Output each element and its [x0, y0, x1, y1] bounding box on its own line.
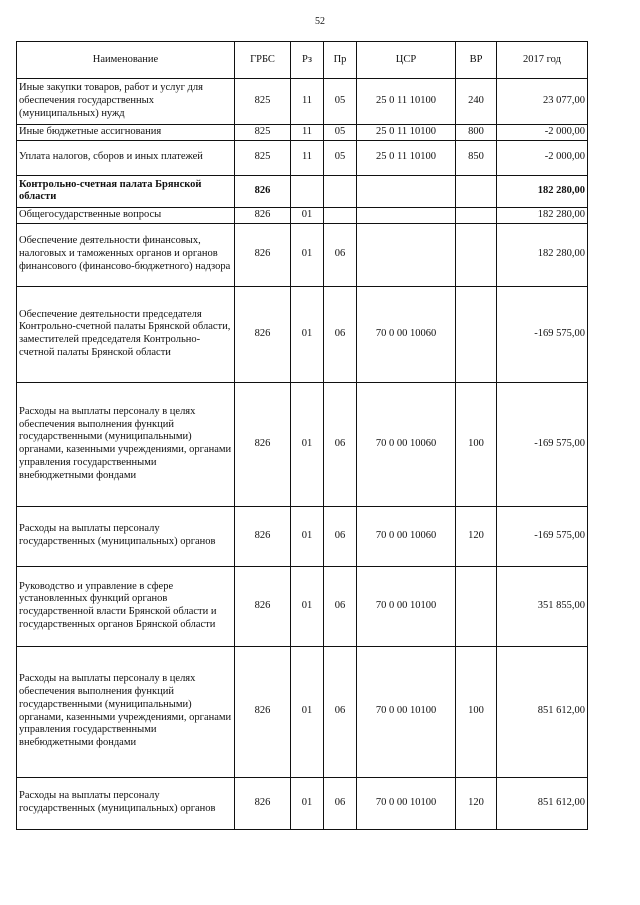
cell-grbs: 826	[235, 223, 291, 286]
cell-vr: 120	[456, 506, 497, 566]
table-body	[17, 79, 588, 830]
cell-grbs: 826	[235, 646, 291, 777]
cell-csr: 25 0 11 10100	[357, 140, 456, 175]
cell-rz: 01	[291, 223, 324, 286]
cell-pr: 06	[324, 506, 357, 566]
column-header-rz: Рз	[291, 42, 324, 79]
table-row	[17, 175, 588, 207]
cell-vr	[456, 286, 497, 382]
column-header-name: Наименование	[17, 42, 235, 79]
cell-rz	[291, 175, 324, 207]
cell-pr: 06	[324, 382, 357, 506]
cell-amount: -169 575,00	[497, 382, 588, 506]
table-row	[17, 223, 588, 286]
cell-name: Расходы на выплаты персоналу государственных (муниципальных) органов	[17, 506, 235, 566]
cell-rz: 11	[291, 140, 324, 175]
page-number: 52	[315, 16, 325, 27]
cell-amount: -2 000,00	[497, 140, 588, 175]
cell-grbs: 826	[235, 777, 291, 829]
budget-table	[16, 41, 588, 830]
table-row	[17, 79, 588, 125]
table-row	[17, 566, 588, 646]
cell-grbs: 825	[235, 125, 291, 141]
cell-pr: 05	[324, 140, 357, 175]
table-row	[17, 140, 588, 175]
cell-vr: 800	[456, 125, 497, 141]
table-row	[17, 382, 588, 506]
cell-rz: 01	[291, 506, 324, 566]
cell-amount: -169 575,00	[497, 286, 588, 382]
cell-rz: 11	[291, 125, 324, 141]
cell-name: Обеспечение деятельности финансовых, налоговых и таможенных органов и органов финансового (финансово-бюджетного) надзора	[17, 223, 235, 286]
cell-grbs: 825	[235, 79, 291, 125]
cell-grbs: 826	[235, 175, 291, 207]
cell-rz: 01	[291, 566, 324, 646]
cell-rz: 01	[291, 286, 324, 382]
cell-vr	[456, 223, 497, 286]
cell-amount: 851 612,00	[497, 646, 588, 777]
table-row	[17, 286, 588, 382]
cell-amount: 182 280,00	[497, 207, 588, 223]
cell-csr	[357, 223, 456, 286]
cell-rz: 01	[291, 382, 324, 506]
cell-rz: 01	[291, 646, 324, 777]
cell-vr: 100	[456, 646, 497, 777]
cell-name: Расходы на выплаты персоналу в целях обеспечения выполнения функций государственными (муниципальными) органами, казенными учреждениями, органами управления государственными внебюджетными фондами	[17, 382, 235, 506]
cell-amount: 182 280,00	[497, 223, 588, 286]
cell-name: Расходы на выплаты персоналу в целях обеспечения выполнения функций государственными (муниципальными) органами, казенными учреждениями, органами управления государственными внебюджетными фондами	[17, 646, 235, 777]
cell-pr	[324, 207, 357, 223]
column-header-grbs: ГРБС	[235, 42, 291, 79]
cell-pr: 06	[324, 286, 357, 382]
cell-csr: 25 0 11 10100	[357, 125, 456, 141]
cell-rz: 11	[291, 79, 324, 125]
table-row	[17, 506, 588, 566]
cell-pr: 06	[324, 223, 357, 286]
table-row	[17, 207, 588, 223]
column-header-vr: ВР	[456, 42, 497, 79]
cell-csr: 70 0 00 10100	[357, 566, 456, 646]
cell-amount: 351 855,00	[497, 566, 588, 646]
table-header-row	[17, 42, 588, 79]
cell-csr	[357, 207, 456, 223]
cell-pr: 06	[324, 777, 357, 829]
cell-grbs: 826	[235, 506, 291, 566]
cell-amount: 182 280,00	[497, 175, 588, 207]
column-header-year: 2017 год	[497, 42, 588, 79]
cell-pr: 06	[324, 566, 357, 646]
table-row	[17, 777, 588, 829]
cell-csr: 70 0 00 10100	[357, 646, 456, 777]
cell-grbs: 826	[235, 286, 291, 382]
cell-csr: 25 0 11 10100	[357, 79, 456, 125]
cell-vr: 240	[456, 79, 497, 125]
cell-amount: -169 575,00	[497, 506, 588, 566]
cell-vr	[456, 175, 497, 207]
cell-grbs: 826	[235, 382, 291, 506]
cell-pr: 05	[324, 79, 357, 125]
column-header-csr: ЦСР	[357, 42, 456, 79]
cell-rz: 01	[291, 777, 324, 829]
table-row	[17, 125, 588, 141]
cell-amount: -2 000,00	[497, 125, 588, 141]
cell-amount: 851 612,00	[497, 777, 588, 829]
cell-vr	[456, 207, 497, 223]
cell-name: Руководство и управление в сфере установленных функций органов государственной власти Брянской области и государственных органов Брянской области	[17, 566, 235, 646]
cell-pr: 06	[324, 646, 357, 777]
cell-vr	[456, 566, 497, 646]
cell-pr: 05	[324, 125, 357, 141]
cell-name: Иные бюджетные ассигнования	[17, 125, 235, 141]
cell-rz: 01	[291, 207, 324, 223]
cell-name: Обеспечение деятельности председателя Контрольно-счетной палаты Брянской области, заместителей председателя Контрольно-счетной палаты Брянской области	[17, 286, 235, 382]
table-row	[17, 646, 588, 777]
cell-grbs: 825	[235, 140, 291, 175]
cell-csr: 70 0 00 10060	[357, 382, 456, 506]
cell-pr	[324, 175, 357, 207]
cell-name: Иные закупки товаров, работ и услуг для обеспечения государственных (муниципальных) нужд	[17, 79, 235, 125]
cell-csr	[357, 175, 456, 207]
cell-vr: 100	[456, 382, 497, 506]
cell-grbs: 826	[235, 207, 291, 223]
cell-csr: 70 0 00 10060	[357, 286, 456, 382]
cell-vr: 850	[456, 140, 497, 175]
cell-vr: 120	[456, 777, 497, 829]
cell-name: Общегосударственные вопросы	[17, 207, 235, 223]
cell-amount: 23 077,00	[497, 79, 588, 125]
cell-csr: 70 0 00 10100	[357, 777, 456, 829]
cell-name: Контрольно-счетная палата Брянской области	[17, 175, 235, 207]
cell-grbs: 826	[235, 566, 291, 646]
cell-csr: 70 0 00 10060	[357, 506, 456, 566]
cell-name: Уплата налогов, сборов и иных платежей	[17, 140, 235, 175]
cell-name: Расходы на выплаты персоналу государственных (муниципальных) органов	[17, 777, 235, 829]
column-header-pr: Пр	[324, 42, 357, 79]
